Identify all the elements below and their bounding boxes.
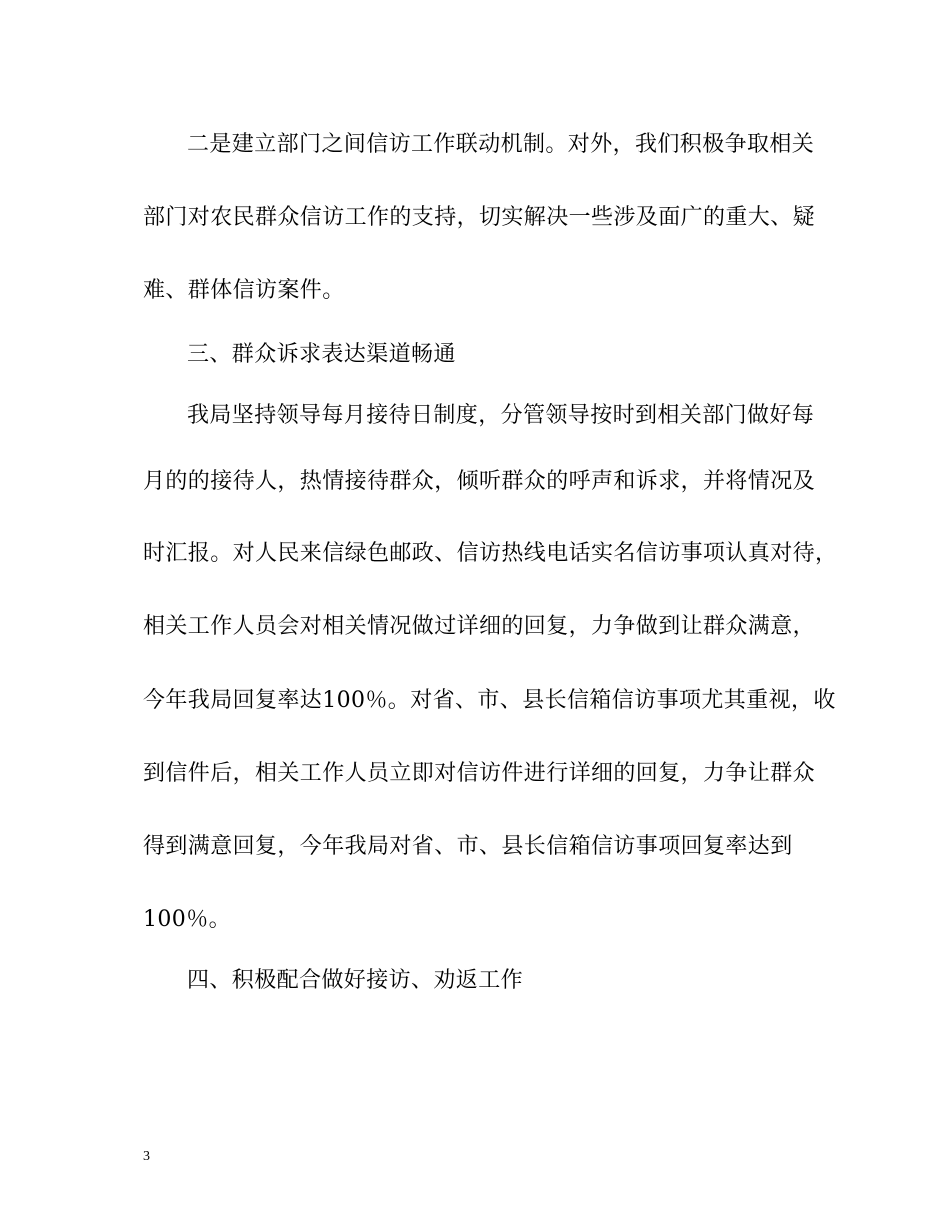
section-heading: 四、积极配合做好接访、劝返工作 [187,968,524,993]
paragraph-line: 部门对农民群众信访工作的支持，切实解决一些涉及面广的重大、疑 [143,205,816,230]
paragraph-line: 二是建立部门之间信访工作联动机制。对外，我们积极争取相关 [187,132,815,157]
paragraph-line: 得到满意回复，今年我局对省、市、县长信箱信访事项回复率达到 [143,834,793,859]
paragraph-line: 100％。 [143,907,231,932]
section-heading: 三、群众诉求表达渠道畅通 [187,342,456,367]
paragraph-line: 今年我局回复率达100％。对省、市、县长信箱信访事项尤其重视，收 [143,688,836,713]
paragraph-line: 难、群体信访案件。 [143,278,345,303]
paragraph-line: 我局坚持领导每月接待日制度，分管领导按时到相关部门做好每 [187,403,815,428]
paragraph-line: 相关工作人员会对相关情况做过详细的回复，力争做到让群众满意， [143,614,816,639]
paragraph-line: 到信件后，相关工作人员立即对信访件进行详细的回复，力争让群众 [143,761,816,786]
paragraph-line: 时汇报。对人民来信绿色邮政、信访热线电话实名信访事项认真对待， [143,541,838,566]
page-number: 3 [143,1149,150,1164]
paragraph-line: 月的的接待人，热情接待群众，倾听群众的呼声和诉求，并将情况及 [143,469,816,494]
